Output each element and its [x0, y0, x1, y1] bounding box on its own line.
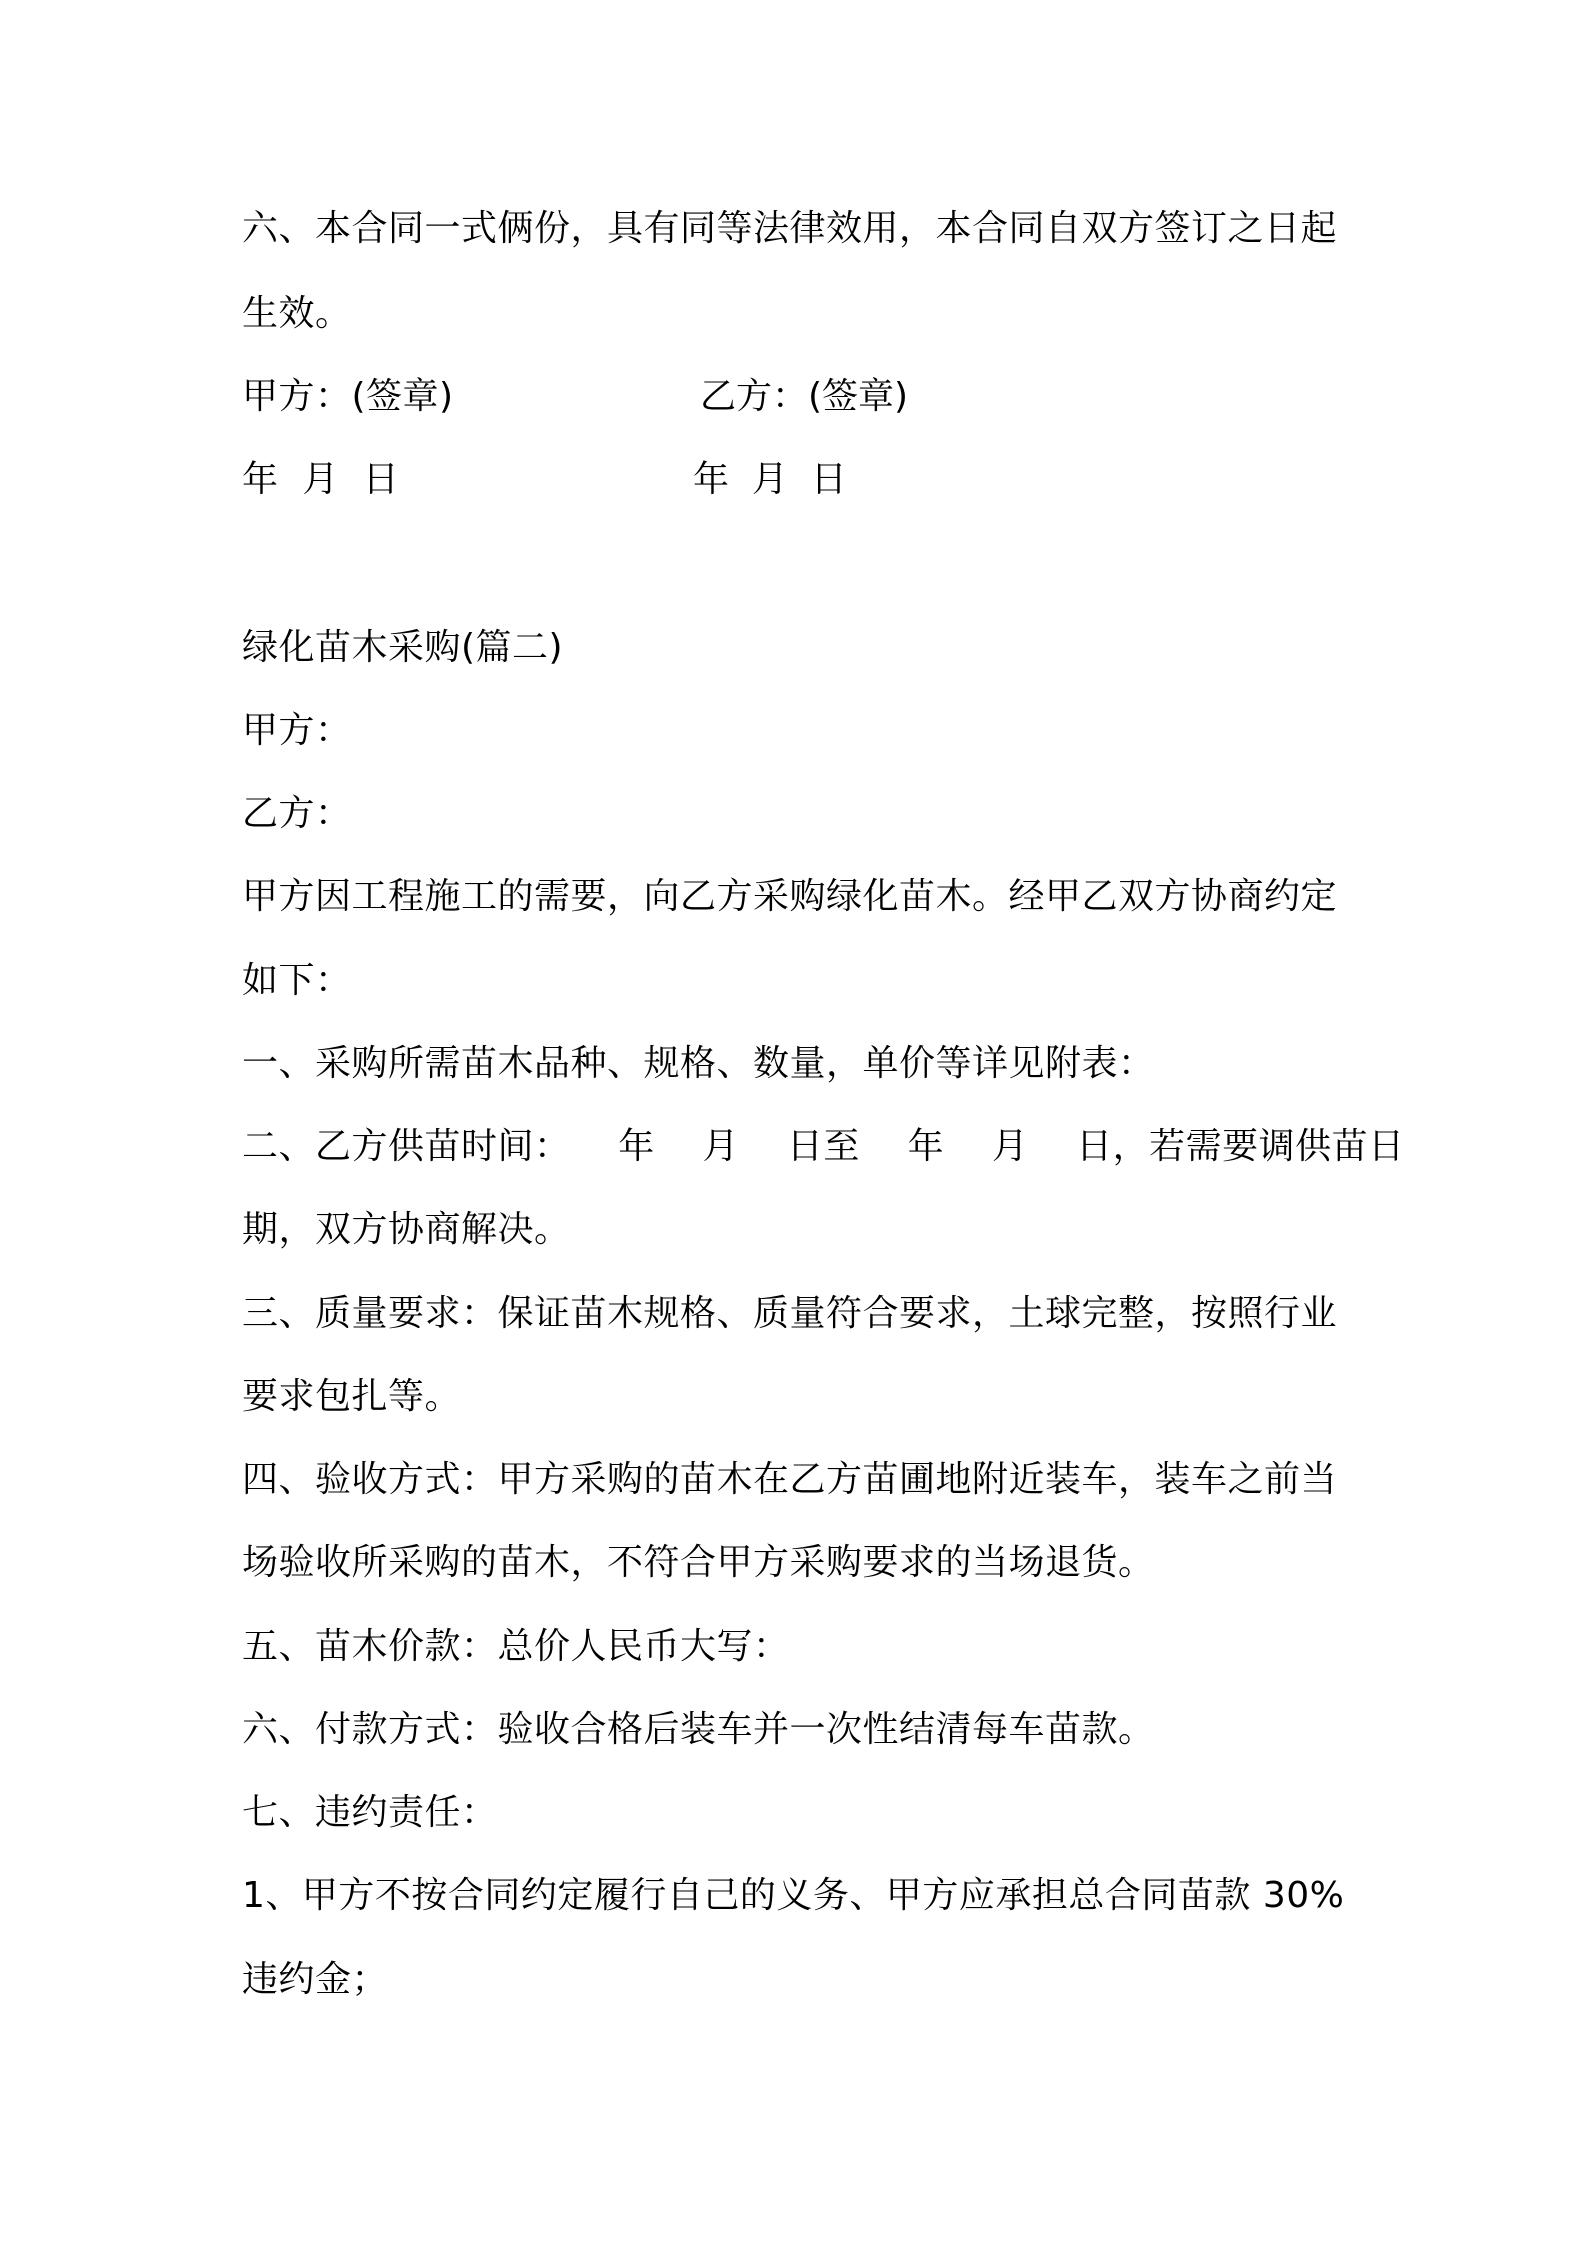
- clause-7: 七、违约责任：: [242, 1792, 498, 1833]
- section-title: 绿化苗木采购(篇二): [242, 627, 564, 668]
- clause-4-line-2: 场验收所采购的苗木，不符合甲方采购要求的当场退货。: [242, 1542, 1155, 1583]
- liability-1-line-2: 违约金；: [242, 1959, 389, 2000]
- clause-6-payment: 六、付款方式：验收合格后装车并一次性结清每车苗款。: [242, 1709, 1155, 1750]
- clause-4-line-1: 四、验收方式：甲方采购的苗木在乙方苗圃地附近装车，装车之前当: [242, 1459, 1338, 1500]
- party-b-signature: 乙方：(签章): [700, 376, 909, 417]
- clause-5: 五、苗木价款：总价人民币大写：: [242, 1626, 790, 1667]
- party-a-signature: 甲方：(签章): [242, 376, 454, 417]
- clause-2-line-1: 二、乙方供苗时间： 年 月 日至 年 月 日，若需要调供苗日: [242, 1126, 1405, 1167]
- party-a-label: 甲方：: [242, 710, 352, 751]
- intro-line-2: 如下：: [242, 960, 352, 1001]
- party-b-label: 乙方：: [242, 793, 352, 834]
- party-a-date: 年 月 日: [242, 459, 400, 500]
- clause-6-line-1: 六、本合同一式俩份，具有同等法律效用，本合同自双方签订之日起: [242, 208, 1338, 249]
- party-b-date: 年 月 日: [693, 459, 847, 500]
- clause-2-line-2: 期，双方协商解决。: [242, 1209, 571, 1250]
- intro-line-1: 甲方因工程施工的需要，向乙方采购绿化苗木。经甲乙双方协商约定: [242, 876, 1338, 917]
- clause-1: 一、采购所需苗木品种、规格、数量，单价等详见附表：: [242, 1043, 1155, 1084]
- liability-1-line-1: 1、甲方不按合同约定履行自己的义务、甲方应承担总合同苗款 30%: [242, 1875, 1345, 1916]
- clause-6-line-2: 生效。: [242, 293, 352, 334]
- clause-3-line-1: 三、质量要求：保证苗木规格、质量符合要求，土球完整，按照行业: [242, 1293, 1338, 1334]
- clause-3-line-2: 要求包扎等。: [242, 1376, 462, 1417]
